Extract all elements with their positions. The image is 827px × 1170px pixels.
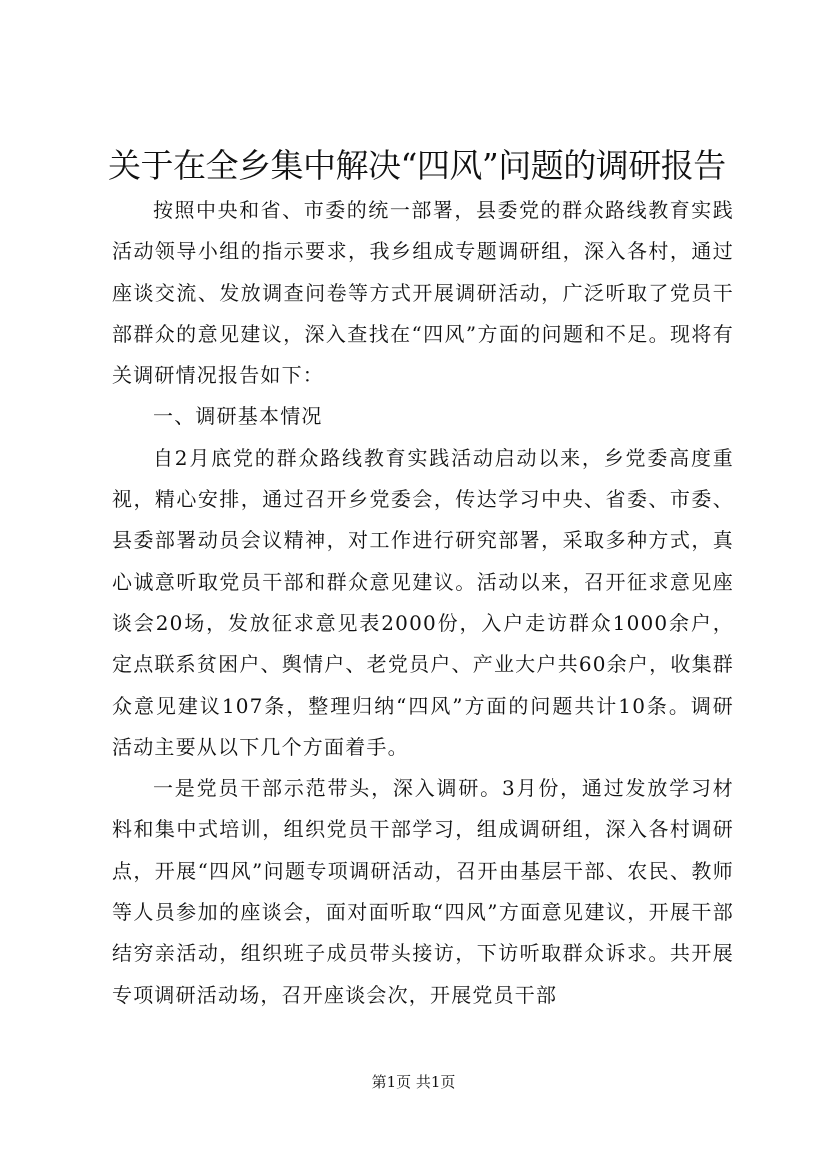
paragraph-basic-situation: 自2月底党的群众路线教育实践活动启动以来，乡党委高度重视，精心安排，通过召开乡党委会，传达学习中央、省委、市委、县委部署动员会议精神，对工作进行研究部署，采取多种方式，真心诚意听取党员干部和群众意见建议。活动以来，召开征求意见座谈会20场，发放征求意见表2000份，入户走访群众1000余户，定点联系贫困户、舆情户、老党员户、产业大户共60余户，收集群众意见建议107条，整理归纳“四风”方面的问题共计10条。调研活动主要从以下几个方面着手。 [112,445,734,759]
section-heading-1: 一、调研基本情况 [153,404,323,429]
paragraph-intro: 按照中央和省、市委的统一部署，县委党的群众路线教育实践活动领导小组的指示要求，我乡组成专题调研组，深入各村，通过座谈交流、发放调查问卷等方式开展调研活动，广泛听取了党员干部群众的意见建议，深入查找在“四风”方面的问题和不足。现将有关调研情况报告如下： [112,198,734,388]
paragraph-point-one: 一是党员干部示范带头，深入调研。3月份，通过发放学习材料和集中式培训，组织党员干部学习，组成调研组，深入各村调研点，开展“四风”问题专项调研活动，召开由基层干部、农民、教师等人员参加的座谈会，面对面听取“四风”方面意见建议，开展干部结穷亲活动，组织班子成员带头接访，下访听取群众诉求。共开展专项调研活动场，召开座谈会次，开展党员干部 [112,776,734,1007]
document-body [112,190,734,1016]
page-footer: 第1页 共1页 [371,1073,456,1091]
document-title: 关于在全乡集中解决“四风”问题的调研报告 [108,146,726,185]
